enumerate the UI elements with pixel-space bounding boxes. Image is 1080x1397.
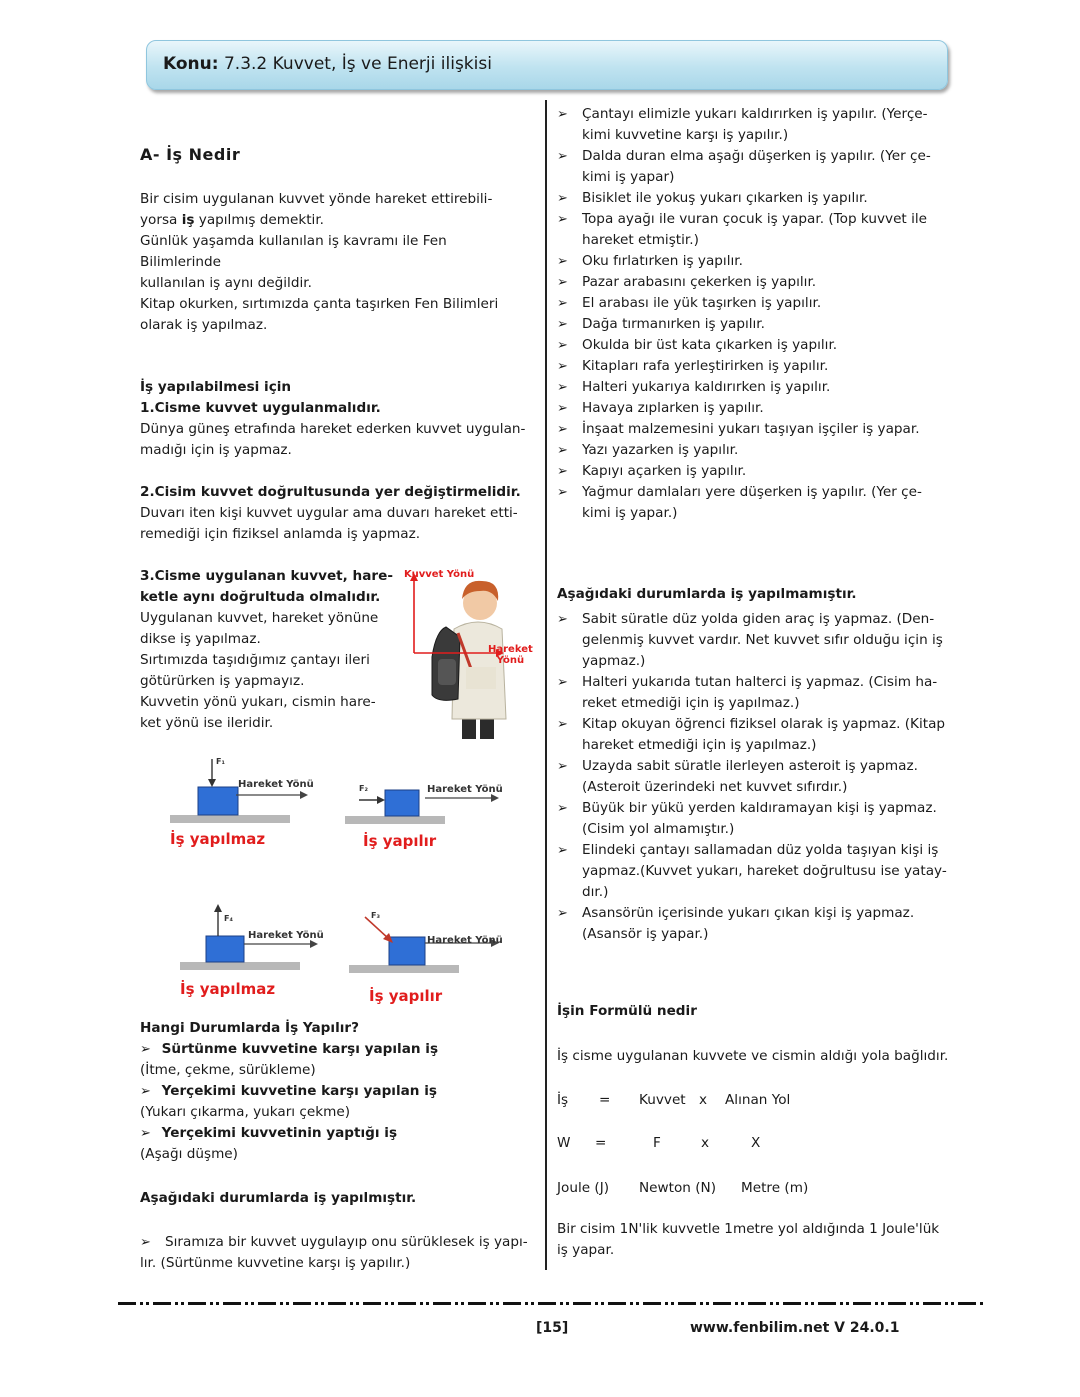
no-work-heading: Aşağıdaki durumlarda iş yapılmamıştır. xyxy=(557,586,857,602)
when-work-item: ➢ Sürtünme kuvvetine karşı yapılan iş xyxy=(140,1041,439,1057)
when-work-detail: (İtme, çekme, sürükleme) xyxy=(140,1062,316,1078)
list-item: ➢ Yağmur damlaları yere düşerken iş yapılır. (Yer çe- kimi iş yapar.) xyxy=(557,482,957,524)
list-item: ➢ Okulda bir üst kata çıkarken iş yapılır. xyxy=(557,335,957,356)
list-item: ➢ Dağa tırmanırken iş yapılır. xyxy=(557,314,957,335)
formula-note: iş yapar. xyxy=(557,1242,615,1258)
condition-1-text: Dünya güneş etrafında hareket ederken kuvvet uygulan- xyxy=(140,421,526,437)
list-item: ➢ Oku fırlatırken iş yapılır. xyxy=(557,251,957,272)
topic-banner xyxy=(146,40,948,90)
formula-note: Bir cisim 1N'lik kuvvetle 1metre yol aldığında 1 Joule'lük xyxy=(557,1221,940,1237)
student-backpack-figure xyxy=(402,567,532,739)
topic-title xyxy=(163,54,492,74)
list-item: ➢ Havaya zıplarken iş yapılır. xyxy=(557,398,957,419)
intro-line: olarak iş yapılmaz. xyxy=(140,317,268,333)
result-label: İş yapılmaz xyxy=(170,830,266,848)
motion-direction-label: Hareket Yönü xyxy=(488,644,533,666)
condition-3-title: ketle aynı doğrultuda olmalıdır. xyxy=(140,589,381,605)
conditions-heading: İş yapılabilmesi için xyxy=(140,379,292,395)
list-item: ➢ Kapıyı açarken iş yapılır. xyxy=(557,461,957,482)
when-work-detail: (Yukarı çıkarma, yukarı çekme) xyxy=(140,1104,351,1120)
topic-text: 7.3.2 Kuvvet, İş ve Enerji ilişkisi xyxy=(223,54,492,74)
condition-2-title: 2.Cisim kuvvet doğrultusunda yer değiştirmelidir. xyxy=(140,484,521,500)
intro-line: kullanılan iş aynı değildir. xyxy=(140,275,312,291)
when-work-detail: (Aşağı düşme) xyxy=(140,1146,238,1162)
list-item: ➢ Sıramıza bir kuvvet uygulayıp onu sürüklesek iş yapı- lır. (Sürtünme kuvvetine karşı iş yapılır.) xyxy=(140,1232,532,1274)
formula-intro: İş cisme uygulanan kuvvete ve cismin aldığı yola bağlıdır. xyxy=(557,1048,949,1064)
intro-line: Günlük yaşamda kullanılan iş kavramı ile Fen Bilimlerinde xyxy=(140,233,447,270)
condition-1-text: madığı için iş yapmaz. xyxy=(140,442,292,458)
work-done-right-list xyxy=(557,104,957,524)
list-item: ➢ El arabası ile yük taşırken iş yapılır. xyxy=(557,293,957,314)
list-item: ➢ Dalda duran elma aşağı düşerken iş yapılır. (Yer çe- kimi iş yapar) xyxy=(557,146,957,188)
column-divider xyxy=(545,100,547,1270)
right-column xyxy=(557,104,957,1261)
motion-label: Hareket Yönü xyxy=(238,779,314,790)
list-item: ➢ Halteri yukarıya kaldırırken iş yapılır. xyxy=(557,377,957,398)
box-figure-3 xyxy=(180,900,340,1000)
when-work-item: ➢ Yerçekimi kuvvetinin yaptığı iş xyxy=(140,1125,398,1141)
list-item: ➢ Bisiklet ile yokuş yukarı çıkarken iş yapılır. xyxy=(557,188,957,209)
topic-label: Konu: xyxy=(163,54,219,74)
condition-3-line: Sırtımızda taşıdığımız çantayı ileri xyxy=(140,652,370,668)
condition-3-line: Kuvvetin yönü yukarı, cismin hare- xyxy=(140,694,376,710)
no-work-list xyxy=(557,609,957,945)
page-number: [15] xyxy=(536,1320,569,1336)
list-item: ➢ Yazı yazarken iş yapılır. xyxy=(557,440,957,461)
website-label: www.fenbilim.net V 24.0.1 xyxy=(690,1320,900,1336)
force-label: F₄ xyxy=(224,914,233,923)
result-label: İş yapılır xyxy=(363,832,437,850)
motion-label: Hareket Yönü xyxy=(248,930,324,941)
list-item: ➢ Asansörün içerisinde yukarı çıkan kişi iş yapmaz. (Asansör iş yapar.) xyxy=(557,903,957,945)
condition-3-line: dikse iş yapılmaz. xyxy=(140,631,261,647)
force-label: F₃ xyxy=(371,911,380,920)
intro-line: yorsa iş yapılmış demektir. xyxy=(140,212,324,228)
force-direction-label: Kuvvet Yönü xyxy=(404,569,475,580)
list-item: ➢ Halteri yukarıda tutan halterci iş yapmaz. (Cisim ha- reket etmediği için iş yapılmaz.) xyxy=(557,672,957,714)
intro-line: Bir cisim uygulanan kuvvet yönde hareket ettirebili- xyxy=(140,191,493,207)
motion-label: Hareket Yönü xyxy=(427,784,503,795)
when-work-block xyxy=(140,1018,532,1274)
list-item: ➢ Kitapları rafa yerleştirirken iş yapılır. xyxy=(557,356,957,377)
condition-3-line: götürürken iş yapmayız. xyxy=(140,673,305,689)
list-item: ➢ Elindeki çantayı sallamadan düz yolda taşıyan kişi iş yapmaz.(Kuvvet yukarı, hareket doğrultusu ise yatay- dır.) xyxy=(557,840,957,903)
list-item: ➢ Büyük bir yükü yerden kaldıramayan kişi iş yapmaz. (Cisim yol almamıştır.) xyxy=(557,798,957,840)
list-item: ➢ Uzayda sabit süratle ilerleyen asteroit iş yapmaz. (Asteroit üzerindeki net kuvvet sıfırdır.) xyxy=(557,756,957,798)
condition-2-text: Duvarı iten kişi kuvvet uygular ama duvarı hareket etti- xyxy=(140,505,518,521)
when-work-item: ➢ Yerçekimi kuvvetine karşı yapılan iş xyxy=(140,1083,437,1099)
condition-3-line: ket yönü ise ileridir. xyxy=(140,715,274,731)
motion-label: Hareket Yönü xyxy=(427,935,503,946)
list-item: ➢ İnşaat malzemesini yukarı taşıyan işçiler iş yapar. xyxy=(557,419,957,440)
box-figure-1 xyxy=(170,755,330,855)
condition-2-text: remediği için fiziksel anlamda iş yapmaz. xyxy=(140,526,421,542)
when-work-heading: Hangi Durumlarda İş Yapılır? xyxy=(140,1020,359,1036)
section-a-title: A- İş Nedir xyxy=(140,145,241,164)
intro-line: Kitap okurken, sırtımızda çanta taşırken Fen Bilimleri xyxy=(140,296,499,312)
footer-divider xyxy=(118,1302,984,1305)
force-label: F₁ xyxy=(216,757,225,766)
work-done-heading: Aşağıdaki durumlarda iş yapılmıştır. xyxy=(140,1190,417,1206)
formula-table: İş = Kuvvet x Alınan Yol W = F x X Joule (J) Newton (N) Metre (m) xyxy=(557,1092,809,1196)
work-done-left-list xyxy=(140,1232,532,1274)
formula-heading: İşin Formülü nedir xyxy=(557,1003,697,1019)
condition-1-title: 1.Cisme kuvvet uygulanmalıdır. xyxy=(140,400,381,416)
list-item: ➢ Çantayı elimizle yukarı kaldırırken iş yapılır. (Yerçe- kimi kuvvetine karşı iş yapılır.) xyxy=(557,104,957,146)
condition-3-line: Uygulanan kuvvet, hareket yönüne xyxy=(140,610,379,626)
condition-3-title: 3.Cisme uygulanan kuvvet, hare- xyxy=(140,568,393,584)
box-figure-4 xyxy=(345,905,505,1005)
result-label: İş yapılır xyxy=(369,987,443,1005)
intro-paragraph xyxy=(140,189,532,336)
list-item: ➢ Topa ayağı ile vuran çocuk iş yapar. (Top kuvvet ile hareket etmiştir.) xyxy=(557,209,957,251)
force-label: F₂ xyxy=(359,784,368,793)
list-item: ➢ Sabit süratle düz yolda giden araç iş yapmaz. (Den- gelenmiş kuvvet vardır. Net kuvvet sıfır olduğu için iş yapmaz.) xyxy=(557,609,957,672)
list-item: ➢ Kitap okuyan öğrenci fiziksel olarak iş yapmaz. (Kitap hareket etmediği için iş yapılmaz.) xyxy=(557,714,957,756)
result-label: İş yapılmaz xyxy=(180,980,276,998)
list-item: ➢ Pazar arabasını çekerken iş yapılır. xyxy=(557,272,957,293)
box-figure-2 xyxy=(345,780,505,860)
